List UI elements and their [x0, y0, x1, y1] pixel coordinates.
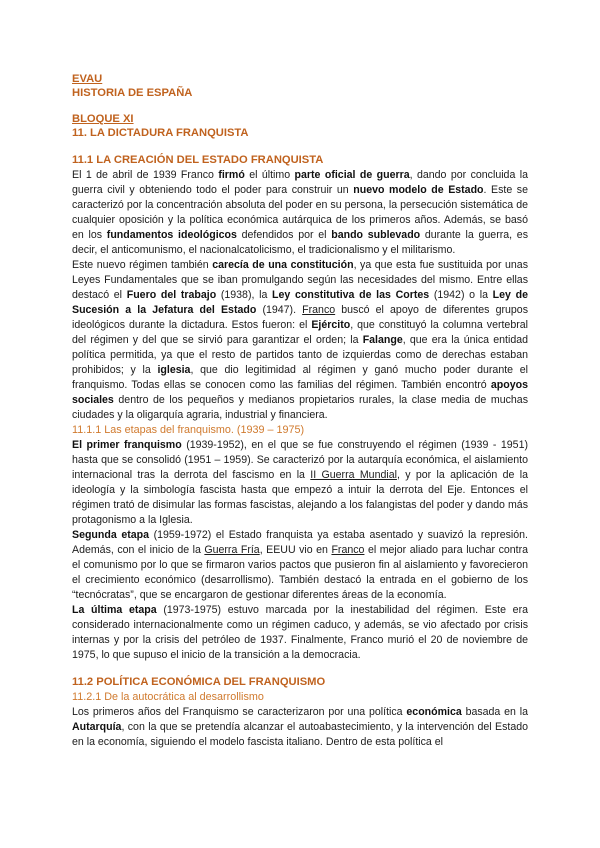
subsection-title-11-2-1: 11.2.1 De la autocrática al desarrollismo [72, 691, 264, 703]
unit-title: 11. LA DICTADURA FRANQUISTA [72, 127, 249, 139]
evau-label: EVAU [72, 73, 103, 85]
paragraph-creation-2: Este nuevo régimen también carecía de una constitución, ya que esta fue sustituida por unas Leyes Fundamentales que se iban promulgando según las necesidades del mismo. Entre ellas destacó el Fuero del trabajo (1938), la Ley constitutiva de las Cortes (1942) o la Ley de Sucesión a la Jefatura del Estado (1947). Franco buscó el apoyo de diferentes grupos ideológicos durante la dictadura. Estos fueron: el Ejército, que constituyó la columna vertebral del régimen y del que se sirvió para garantizar el orden; la Falange, que era la única entidad política permitida, ya que el resto de partidos tanto de izquierdas como de derechas estaban prohibidos; y la iglesia, que dio legitimidad al régimen y ganó mucho poder durante el franquismo. Todas ellas se conocen como las familias del régimen. También encontró apoyos sociales dentro de los pequeños y medianos propietarios rurales, la clase media de muchas ciudades y la oligarquía agraria, industrial y financiera. [72, 259, 528, 421]
cold-war-link: Guerra Fría [204, 544, 260, 556]
block-label: BLOQUE XI [72, 113, 134, 125]
franco-link: Franco [302, 304, 336, 316]
subsection-title-11-1-1: 11.1.1 Las etapas del franquismo. (1939 – 1975) [72, 424, 305, 436]
paragraph-second-stage: Segunda etapa (1959-1972) el Estado franquista ya estaba asentado y suavizó la represión. Además, con el inicio de la Guerra Fría, EEUU vio en Franco el mejor aliado para luchar contra el comunismo por lo que se firmaron varios pactos que pusieron fin al aislamiento y favorecieron el crecimiento económico (desarrollismo). También destacó la entrada en el gobierno de los “tecnócratas”, que se encargaron de gestionar diferentes áreas de la economía. [72, 529, 529, 601]
section-title-11-2: 11.2 POLÍTICA ECONÓMICA DEL FRANQUISMO [72, 676, 326, 688]
paragraph-economy-1: Los primeros años del Franquismo se caracterizaron por una política económica basada en la Autarquía, con la que se pretendía alcanzar el autoabastecimiento, y la intervención del Estado en la economía, siguiendo el modelo fascista italiano. Dentro de esta política el [72, 706, 528, 748]
paragraph-first-stage: El primer franquismo (1939-1952), en el que se fue construyendo el régimen (1939 - 1951) hasta que se consolidó (1951 – 1959). Se caracterizó por la autarquía económica, el aislamiento internacional tras la derrota del fascismo en la II Guerra Mundial, y por la aplicación de la ideología y la simbología fascista hasta que empezó a intuir la derrota del Eje. Entonces el régimen trató de disimular las formas fascistas, alejando a los falangistas del poder y dando más protagonismo a la Iglesia. [72, 439, 528, 526]
subject-title: HISTORIA DE ESPAÑA [72, 87, 193, 99]
section-title-11-1: 11.1 LA CREACIÓN DEL ESTADO FRANQUISTA [72, 154, 324, 166]
paragraph-creation-1: El 1 de abril de 1939 Franco firmó el último parte oficial de guerra, dando por concluida la guerra civil y obteniendo todo el poder para construir un nuevo modelo de Estado. Este se caracterizó por la concentración absoluta del poder en su persona, la persecución sistemática de cualquier oposición y la política económica autárquica de los primeros años. Además, se basó en los fundamentos ideológicos defendidos por el bando sublevado durante la guerra, es decir, el anticomunismo, el nacionalcatolicismo, el tradicionalismo y el militarismo. [72, 169, 528, 256]
franco-link-2: Franco [331, 544, 365, 556]
paragraph-last-stage: La última etapa (1973-1975) estuvo marcada por la inestabilidad del régimen. Este era considerado internacionalmente como un régimen caduco, y además, se vio afectado por crisis internas y por la crisis del petróleo de 1937. Finalmente, Franco murió el 20 de noviembre de 1975, lo que supuso el inicio de la transición a la democracia. [72, 604, 528, 661]
ww2-link: II Guerra Mundial [310, 469, 397, 481]
document-content [72, 72, 528, 750]
